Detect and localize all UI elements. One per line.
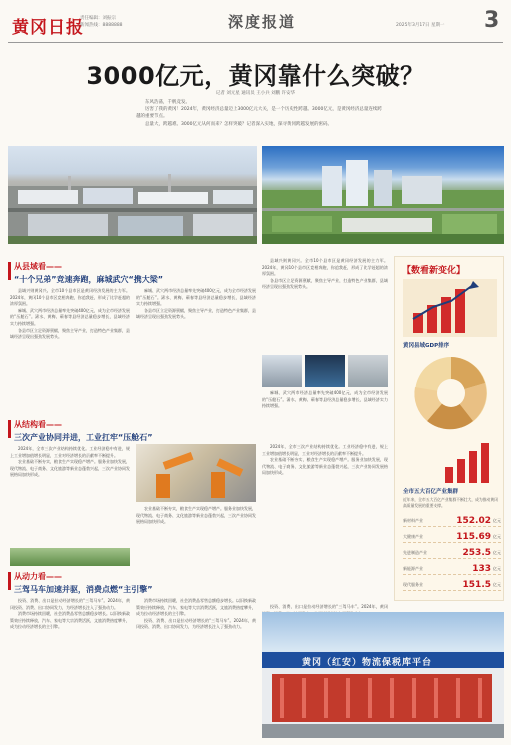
section3-body-middle [136, 598, 256, 738]
body-paragraph: 各县市区立足资源禀赋，聚焦主导产业，打造特色产业集群，县域经济呈现出强劲发展势头。 [10, 327, 130, 340]
section3-body-left [10, 598, 130, 738]
robot-arm-photo [136, 444, 256, 502]
section1-body-middle [136, 288, 256, 403]
gdp-ranking-pie [407, 353, 495, 433]
section-kicker: 从县域看—— [14, 262, 62, 271]
industry-row [403, 545, 501, 559]
body-paragraph: 麻城、武穴两市经济总量率先突破400亿元，成为全市经济发展的“压舱石”。浠水、黄梅、蕲春等县经济总量稳步增长，县域经济实力持续增强。 [136, 288, 256, 307]
industry-unit: 亿元 [493, 582, 501, 587]
section2-body-middle [136, 506, 256, 558]
section1-body-left [10, 288, 130, 403]
body-paragraph: 2024年，全市三次产业结构持续优化。工业经济稳中有进，规上工业增加值增长明显，工业对经济增长的贡献率不断提升。 [262, 444, 388, 456]
robot-arm-illustration [136, 444, 256, 502]
city-aerial-photo [262, 146, 504, 244]
section-subtitle: 三驾马车加速并驱，消费点燃“主引擎” [14, 585, 153, 594]
industry-note: 近年来，全市五大百亿产业集群不断壮大，成为推动黄冈高质量发展的重要支撑。 [403, 497, 498, 508]
section1-body-right [262, 258, 388, 352]
industry-row [403, 513, 501, 527]
industry-name: 先进制造产业 [403, 550, 427, 555]
logistics-banner-text: 黄冈（红安）物流保税库平台 [302, 658, 433, 668]
row-divider [403, 526, 501, 527]
page-number: 3 [484, 8, 500, 33]
industry-value: 115.69 [456, 532, 491, 542]
intro-paragraph: 厉害了我的黄冈！2024年，黄冈经济总量迈上3000亿元大关，是一个历史性跨越。3000亿元，是黄冈经济总量连续跨越的重要节点。 [136, 107, 382, 120]
section-kicker: 从动力看—— [14, 572, 62, 581]
section1-body-right-lower [262, 390, 388, 438]
factory-photo [262, 355, 302, 387]
industry-value: 152.02 [456, 516, 491, 526]
body-paragraph: 麻城、武穴两市经济总量率先突破400亿元，成为全市经济发展的“压舱石”。浠水、黄梅、蕲春等县经济总量稳步增长，县域经济实力持续增强。 [10, 307, 130, 326]
body-paragraph: 投资、消费、出口是拉动经济增长的“三驾马车”。2024年，黄冈投资、消费、出口协同发力，为经济增长注入了强劲动力。 [136, 617, 256, 630]
intro-paragraph: 东风浩荡，千帆竞发。 [145, 100, 190, 105]
industry-row [403, 529, 501, 543]
body-paragraph: 县域兴则黄冈兴。全市10个县市区是黄冈经济发展的主力军。2024年，黄冈10个县市区竞相奔跑，你追我赶，形成了比学赶超的浓厚氛围。 [10, 288, 130, 307]
body-paragraph: 2024年，全市三次产业结构持续优化。工业经济稳中有进，规上工业增加值增长明显，工业对经济增长的贡献率不断提升。 [10, 446, 130, 458]
gdp-caption: 黄冈县域GDP排序 [403, 343, 450, 349]
industrial-park-illustration [8, 146, 257, 244]
section-marker [8, 420, 11, 438]
body-paragraph: 各县市区立足资源禀赋，聚焦主导产业，打造特色产业集群，县域经济呈现出强劲发展势头。 [262, 277, 388, 290]
row-divider [403, 574, 501, 575]
section-marker [8, 262, 11, 280]
masthead [0, 0, 511, 46]
body-paragraph: 农业基础不断夯实，粮食生产实现稳产增产。服务业加快发展，现代物流、电子商务、文化旅游等新业态蓬勃兴起，三次产业协同发展格局加快形成。 [10, 459, 130, 478]
body-paragraph: 县域兴则黄冈兴。全市10个县市区是黄冈经济发展的主力军。2024年，黄冈10个县市区竞相奔跑，你追我赶，形成了比学赶超的浓厚氛围。 [262, 258, 388, 277]
body-paragraph: 农业基础不断夯实，粮食生产实现稳产增产。服务业加快发展，现代物流、电子商务、文化旅游等新业态蓬勃兴起，三次产业协同发展格局加快形成。 [262, 457, 388, 476]
industry-unit: 亿元 [493, 566, 501, 571]
section-subtitle: 三次产业协同并进，工业扛牢“压舱石” [14, 433, 153, 442]
industry-bar-graphic [439, 441, 497, 485]
industry-value: 151.5 [462, 580, 491, 590]
row-divider [403, 590, 501, 591]
section2-body-right [262, 444, 388, 558]
section-subtitle: “十个兄弟”竞速奔跑，麻城武穴“携大梁” [14, 275, 164, 284]
industry-unit: 亿元 [493, 518, 501, 523]
industry-row [403, 561, 501, 575]
body-paragraph: 投资、消费、出口是拉动经济增长的“三驾马车”。2024年，黄冈 [270, 604, 388, 609]
row-divider [403, 542, 501, 543]
masthead-editor-info: 责任编辑：刘振宗 新闻热线：8888888 [80, 16, 123, 28]
industry-value: 253.5 [462, 548, 491, 558]
newspaper-logo: 黄冈日报 [12, 18, 84, 38]
intro-paragraph: 总量大，跨越难。3000亿元从何而来？怎样突破？记者深入实地，探寻黄冈跨越发展的密码。 [145, 121, 332, 127]
issue-date: 2025年3月17日 星期一 [396, 23, 445, 28]
article-byline: 记者 刘元星 通讯员 王小兵 刘鹏 许安华 [215, 91, 296, 96]
control-room-photo [305, 355, 345, 387]
article-intro [136, 99, 386, 128]
industry-name: 现代服务业 [403, 582, 423, 587]
industry-unit: 亿元 [493, 534, 501, 539]
gdp-bar-graphic [403, 279, 497, 337]
section-marker [8, 572, 11, 590]
body-paragraph: 麻城、武穴两市经济总量率先突破400亿元，成为全市经济发展的“压舱石”。浠水、黄梅、蕲春等县经济总量稳步增长，县域经济实力持续增强。 [262, 390, 388, 409]
body-paragraph: 农业基础不断夯实，粮食生产实现稳产增产。服务业加快发展，现代物流、电子商务、文化旅游等新业态蓬勃兴起，三次产业协同发展格局加快形成。 [136, 506, 256, 525]
workshop-photo [348, 355, 388, 387]
logistics-center-illustration [262, 612, 504, 738]
section-title: 深度报道 [228, 13, 297, 31]
body-paragraph: 各县市区立足资源禀赋，聚焦主导产业，打造特色产业集群，县域经济呈现出强劲发展势头。 [136, 307, 256, 320]
industry-name: 大健康产业 [403, 534, 423, 539]
industry-name: 新材料产业 [403, 518, 423, 523]
industry-unit: 亿元 [493, 550, 501, 555]
industry-row [403, 577, 501, 591]
section-heading-county [14, 261, 163, 285]
stats-sidebar [394, 256, 504, 601]
industry-name: 新能源产业 [403, 566, 423, 571]
industrial-park-photo [8, 146, 257, 244]
body-paragraph: 消费市场持续回暖，社会消费品零售总额稳步增长。以旧换新政策效应持续释放，汽车、家电等大宗消费活跃，文旅消费热度攀升，成为拉动经济增长的主引擎。 [10, 611, 130, 630]
industry-caption: 全市五大百亿产业集群 [403, 489, 459, 495]
sidebar-title: 【数看新变化】 [402, 266, 466, 276]
body-paragraph: 消费市场持续回暖，社会消费品零售总额稳步增长。以旧换新政策效应持续释放，汽车、家电等大宗消费活跃，文旅消费热度攀升，成为拉动经济增长的主引擎。 [136, 598, 256, 617]
body-paragraph: 投资、消费、出口是拉动经济增长的“三驾马车”。2024年，黄冈投资、消费、出口协同发力，为经济增长注入了强劲动力。 [10, 598, 130, 610]
section-heading-momentum [14, 571, 153, 595]
city-aerial-illustration [262, 146, 504, 244]
town-photo [10, 548, 130, 566]
section-heading-structure [14, 419, 153, 443]
section-kicker: 从结构看—— [14, 420, 62, 429]
masthead-divider [8, 42, 503, 43]
article-headline: 3000亿元，黄冈靠什么突破？ [86, 62, 425, 90]
logistics-center-photo [262, 612, 504, 738]
row-divider [403, 558, 501, 559]
industry-value: 133 [472, 564, 491, 574]
section2-body-left [10, 446, 130, 558]
